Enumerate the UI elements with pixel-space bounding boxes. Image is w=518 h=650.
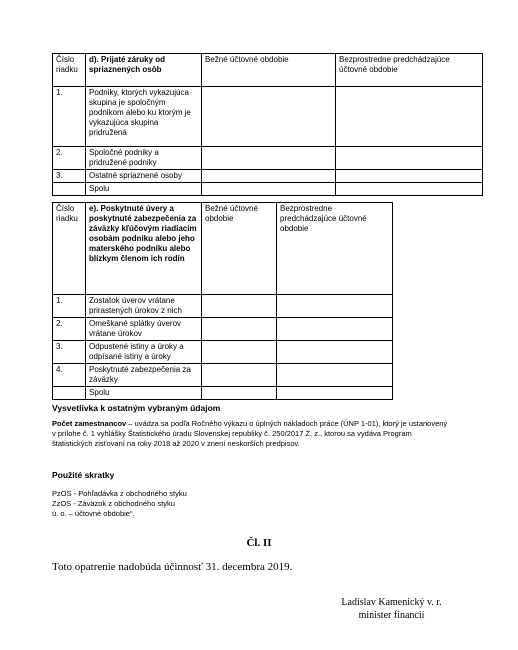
row-number [53, 387, 86, 400]
row-number: 1. [53, 295, 86, 318]
current-period-cell [202, 147, 336, 170]
abbreviation-item: ú. o. – účtovné obdobie“. [52, 509, 135, 518]
signature-block [300, 596, 483, 622]
row-number: 3. [53, 170, 86, 183]
table-row [53, 364, 393, 387]
header-current-period: Bežné účtovné obdobie [202, 203, 277, 295]
explanation-term: Počet zamestnancov [52, 419, 127, 428]
row-number: 1. [53, 87, 86, 147]
table-row-total [53, 387, 393, 400]
row-number: 3. [53, 341, 86, 364]
header-previous-period: Bezprostredne predchádzajúce účtovné obdobie [336, 54, 483, 87]
current-period-cell [202, 183, 336, 196]
row-label: Spolu [86, 183, 202, 196]
table-loans-key-personnel [52, 202, 393, 400]
table-row-total [53, 183, 483, 196]
row-label: Spoločné podniky a pridružené podniky [86, 147, 202, 170]
previous-period-cell [336, 87, 483, 147]
current-period-cell [202, 318, 277, 341]
row-label: Podniky, ktorých vykazujúca skupina je spoločným podnikom alebo ku ktorým je vykazujúca skupina pridružená [86, 87, 202, 147]
abbreviation-item: PzOS - Pohľadávka z obchodného styku [52, 489, 187, 498]
article-title: Čl. II [246, 537, 272, 549]
row-number: 4. [53, 364, 86, 387]
row-label: Ostatné spriaznené osoby [86, 170, 202, 183]
row-label: Odpustené istiny a úroky a odpísané istiny a úroky [86, 341, 202, 364]
row-label: Zostatok úverov vrátane prirastených úrokov z nich [86, 295, 202, 318]
header-row-number: Číslo riadku [53, 54, 86, 87]
previous-period-cell [277, 341, 393, 364]
previous-period-cell [277, 295, 393, 318]
table-row [53, 318, 393, 341]
previous-period-cell [277, 318, 393, 341]
current-period-cell [202, 295, 277, 318]
signature-name: Ladislav Kamenický v. r. [341, 597, 442, 608]
previous-period-cell [336, 183, 483, 196]
table-row [53, 87, 483, 147]
table-received-guarantees [52, 53, 483, 196]
row-label: Spolu [86, 387, 202, 400]
previous-period-cell [277, 364, 393, 387]
header-current-period: Bežné účtovné obdobie [202, 54, 336, 87]
table-header-row [53, 203, 393, 295]
row-number: 2. [53, 318, 86, 341]
current-period-cell [202, 387, 277, 400]
previous-period-cell [336, 147, 483, 170]
current-period-cell [202, 364, 277, 387]
table-row [53, 147, 483, 170]
header-item: d). Prijaté záruky od spriaznených osôb [86, 54, 202, 87]
row-label: Omeškané splátky úverov vrátane úrokov [86, 318, 202, 341]
explanation-paragraph [52, 419, 452, 449]
signature-role: minister financií [358, 610, 425, 621]
explanation-text: – uvádza sa podľa Ročného výkazu o úplných nákladoch práce (ÚNP 1-01), ktorý je ustanovený v prílohe č. 1 vyhlášky Štatistického úradu Slovenskej republiky č. 250/2017 Z. z., ktorou sa vydáva Program štatistických zisťovaní na roky 2018 až 2020 v znení neskorších predpisov. [52, 419, 448, 448]
current-period-cell [202, 170, 336, 183]
previous-period-cell [277, 387, 393, 400]
table-row [53, 170, 483, 183]
explanation-heading: Vysvetlivka k ostatným vybraným údajom [52, 403, 221, 413]
table-row [53, 341, 393, 364]
header-previous-period: Bezprostredne predchádzajúce účtovné obdobie [277, 203, 393, 295]
header-item: e). Poskytnuté úvery a poskytnuté zabezpečenia za záväzky kľúčovým riadiacim osobám podniku alebo jeho materského podniku alebo blízkym členom ich rodín [86, 203, 202, 295]
abbreviation-item: ZzOS - Záväzok z obchodného styku [52, 499, 175, 508]
table-row [53, 295, 393, 318]
header-row-number: Číslo riadku [53, 203, 86, 295]
row-number: 2. [53, 147, 86, 170]
row-number [53, 183, 86, 196]
current-period-cell [202, 87, 336, 147]
table-header-row [53, 54, 483, 87]
abbreviations-heading: Použité skratky [52, 470, 115, 480]
row-label: Poskytnuté zabezpečenia za záväzky [86, 364, 202, 387]
current-period-cell [202, 341, 277, 364]
article-text: Toto opatrenie nadobúda účinnosť 31. decembra 2019. [52, 561, 293, 573]
previous-period-cell [336, 170, 483, 183]
abbreviations-list [52, 489, 352, 519]
